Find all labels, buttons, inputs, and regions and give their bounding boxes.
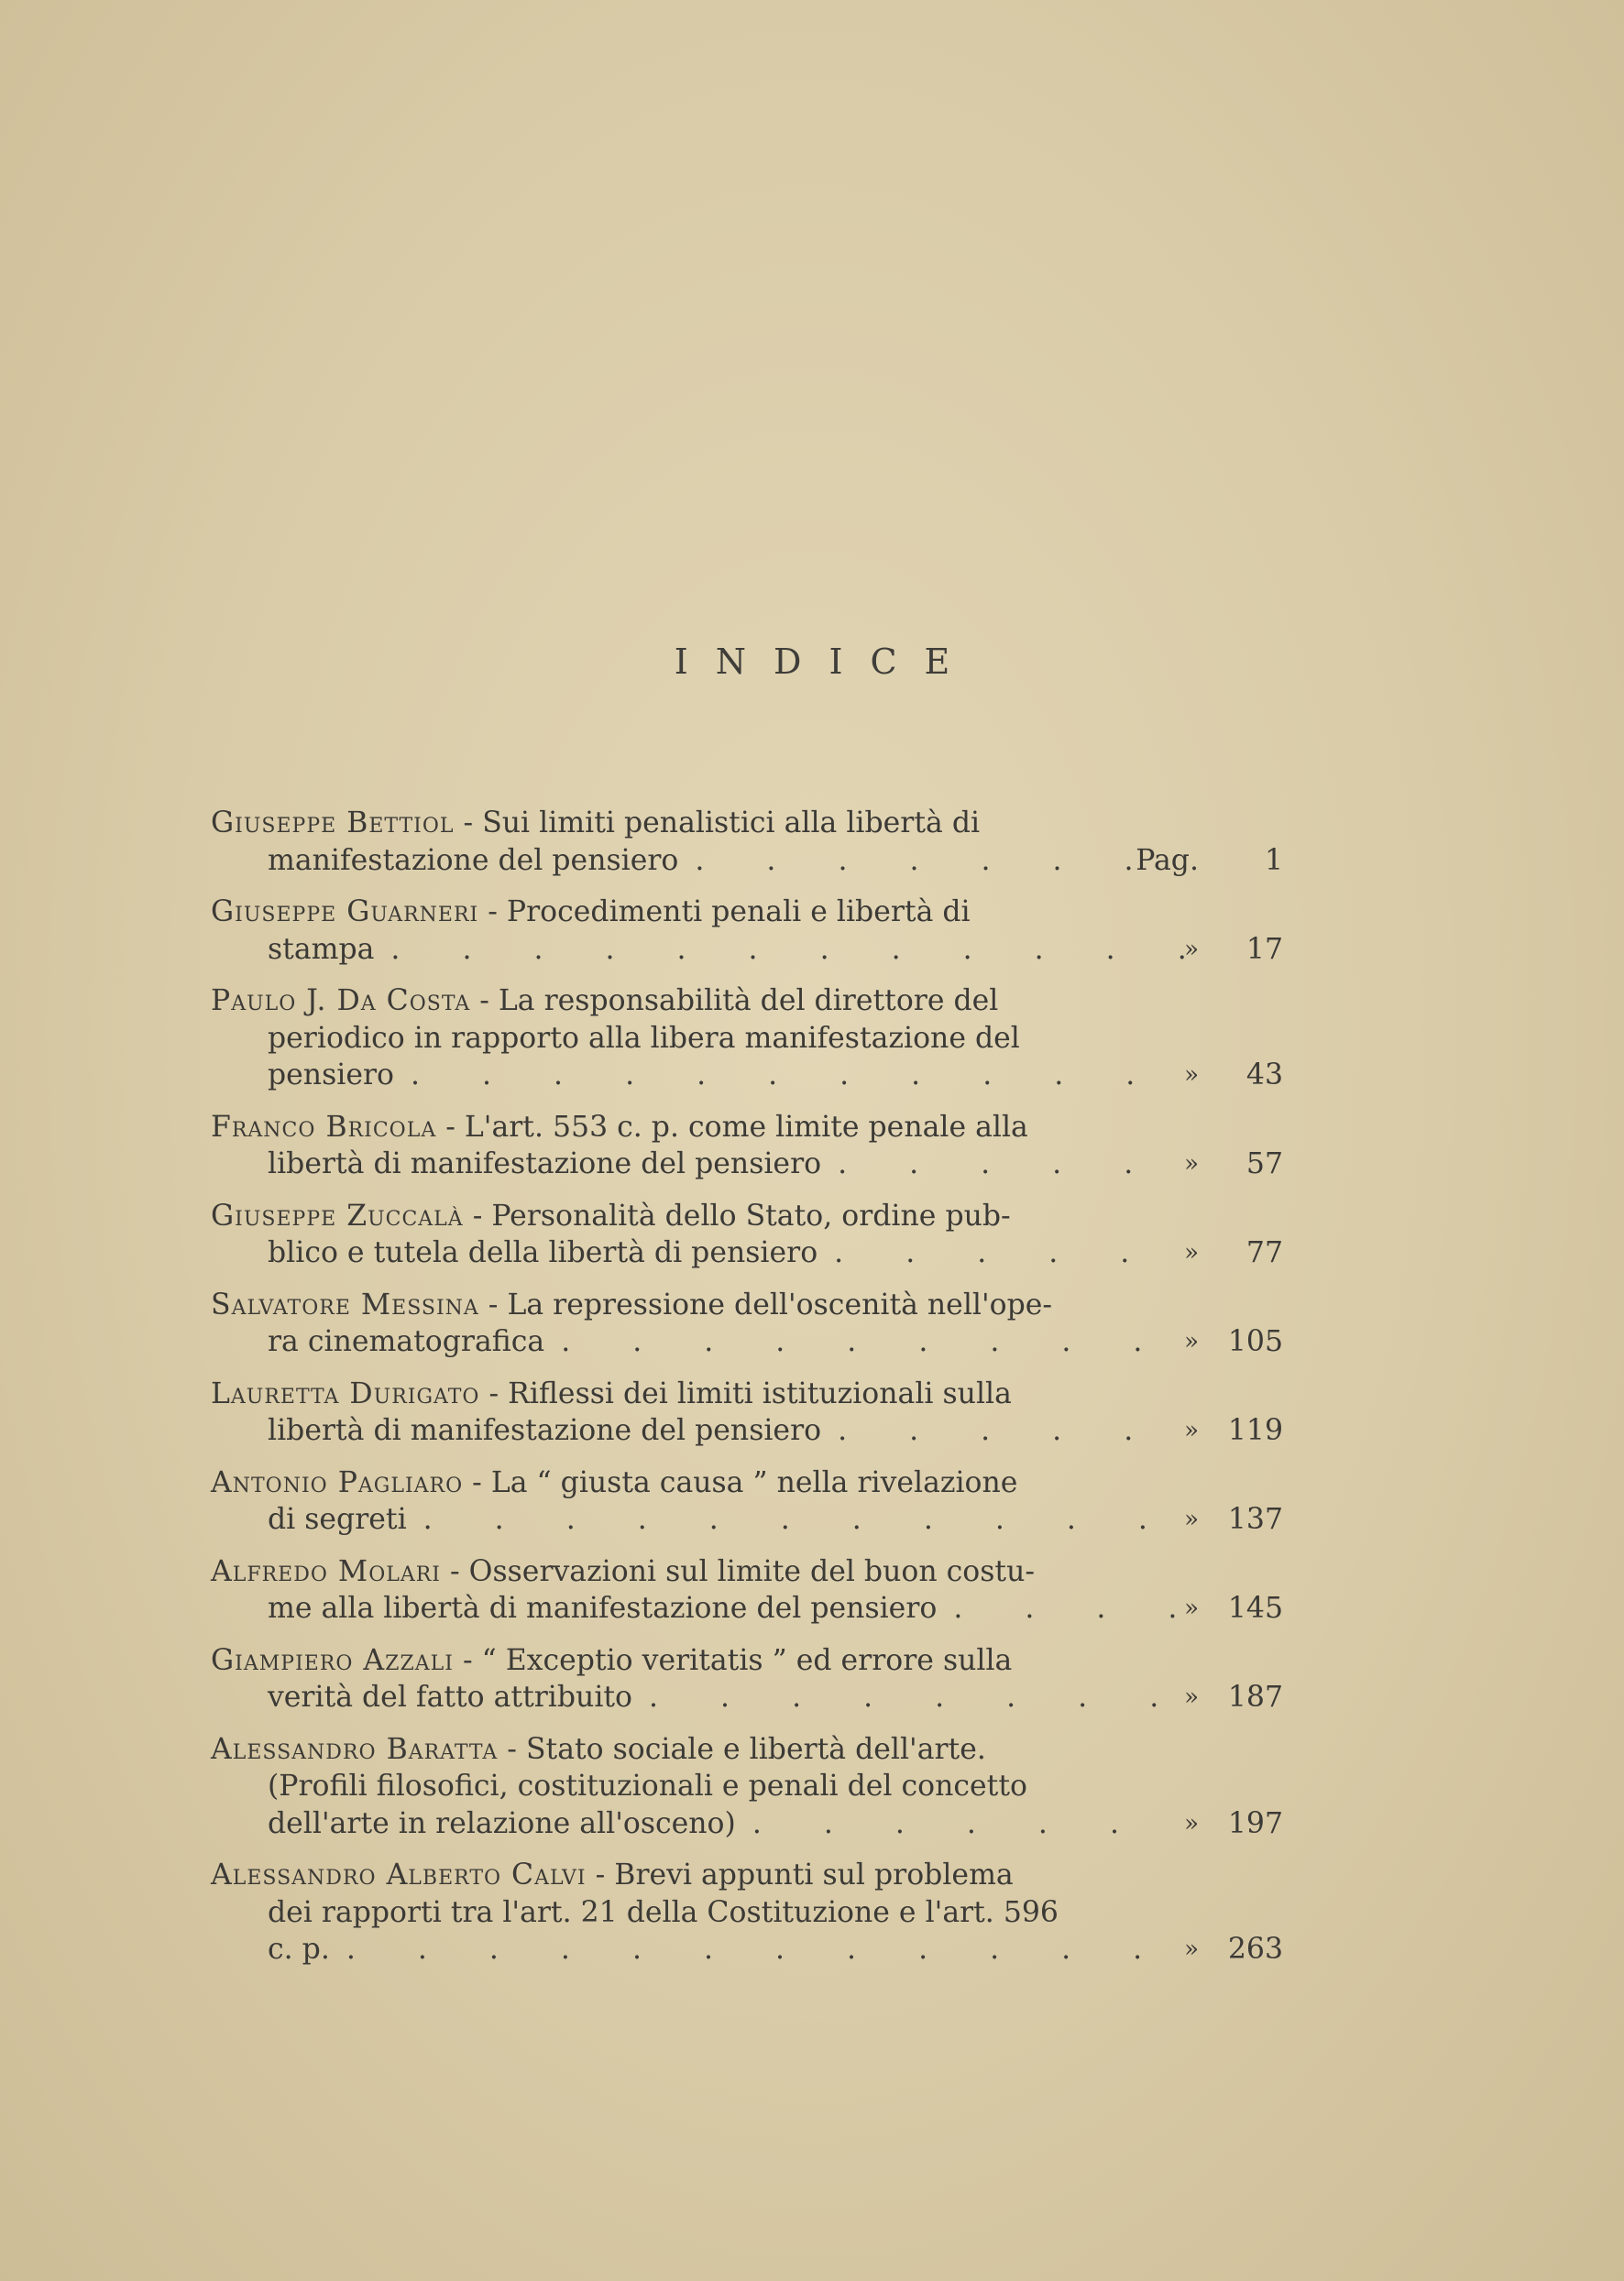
toc-author: Giuseppe Zuccalà <box>211 1199 464 1233</box>
toc-entry: Alessandro Baratta - Stato sociale e libertà dell'arte. (Profili filosofici, costituzionali e penali del concetto dell'arte in relazione all'osceno) . . . » 197 <box>211 1731 1283 1843</box>
toc-page-label: » <box>1184 1150 1199 1178</box>
toc-page-label: » <box>1184 1239 1199 1267</box>
toc-title-line: dell'arte in relazione all'osceno) <box>268 1806 736 1840</box>
toc-page-label: » <box>1184 1683 1199 1711</box>
toc-title-line: Osservazioni sul limite del buon costu- <box>468 1554 1036 1588</box>
toc-entry: Paulo J. Da Costa - La responsabilità del direttore del periodico in rapporto alla libera manifestazione del pensiero . . . » 43 <box>211 982 1283 1094</box>
toc-title-line: Sui limiti penalistici alla libertà di <box>482 806 981 839</box>
dot-leader <box>649 1679 1184 1716</box>
toc-page-label: » <box>1184 1595 1199 1622</box>
toc-title-line: La responsabilità del direttore del <box>498 984 999 1017</box>
dot-leader <box>411 1057 1184 1094</box>
dot-leader <box>561 1323 1184 1361</box>
toc-author: Antonio Pagliaro <box>211 1465 464 1499</box>
toc-page-number: 77 <box>1245 1236 1283 1269</box>
toc-page-number: 137 <box>1227 1503 1283 1536</box>
toc-title-line: Procedimenti penali e libertà di <box>506 895 971 928</box>
toc-entry: Giuseppe Guarneri - Procedimenti penali e libertà di stampa . . . » 17 <box>211 894 1283 968</box>
toc-author: Giuseppe Guarneri <box>211 895 479 928</box>
toc-page-number: 1 <box>1264 843 1283 877</box>
toc-title-line: La “ giusta causa ” nella rivelazione <box>490 1465 1018 1499</box>
toc-entry: Salvatore Messina - La repressione dell'oscenità nell'ope- ra cinematografica . . . » 105 <box>211 1287 1283 1361</box>
toc-page-number: 105 <box>1227 1325 1283 1358</box>
toc-page-label: » <box>1184 1936 1199 1963</box>
toc-title-line: Personalità dello Stato, ordine pub- <box>491 1199 1011 1233</box>
toc-page-label: » <box>1184 935 1199 963</box>
toc-page-number: 145 <box>1227 1592 1283 1625</box>
toc-author: Alessandro Baratta <box>211 1732 499 1766</box>
dot-leader <box>390 931 1184 969</box>
toc-title-line: Brevi appunti sul problema <box>614 1859 1014 1892</box>
page-title: INDICE <box>674 642 978 682</box>
toc-title-line: pensiero <box>268 1058 394 1091</box>
toc-author: Lauretta Durigato <box>211 1376 480 1410</box>
toc-entry: Giuseppe Zuccalà - Personalità dello Stato, ordine pub- blico e tutela della libertà di pensiero . . . » 77 <box>211 1198 1283 1272</box>
toc-page-number: 263 <box>1227 1933 1283 1966</box>
toc-page-label: » <box>1184 1417 1199 1444</box>
toc-page-number: 57 <box>1245 1147 1283 1180</box>
toc-author: Giampiero Azzali <box>211 1643 454 1677</box>
dot-leader <box>695 842 1184 880</box>
toc-entry: Alessandro Alberto Calvi - Brevi appunti sul problema dei rapporti tra l'art. 21 della Costituzione e l'art. 596 c. p. . . . » 263 <box>211 1857 1283 1968</box>
toc-title-line: dei rapporti tra l'art. 21 della Costituzione e l'art. 596 <box>268 1895 1059 1929</box>
toc-title-line: libertà di manifestazione del pensiero <box>268 1147 822 1180</box>
toc-entry: Lauretta Durigato - Riflessi dei limiti istituzionali sulla libertà di manifestazione del pensiero . . . » 119 <box>211 1376 1283 1450</box>
toc-title-line: libertà di manifestazione del pensiero <box>268 1414 822 1447</box>
toc-title-line: periodico in rapporto alla libera manifestazione del <box>268 1021 1020 1055</box>
toc-title-line: “ Exceptio veritatis ” ed errore sulla <box>481 1643 1013 1677</box>
toc-entry: Giuseppe Bettiol - Sui limiti penalistici alla libertà di manifestazione del pensiero . . . Pag. 1 <box>211 805 1283 879</box>
toc-title-line: blico e tutela della libertà di pensiero <box>268 1236 818 1269</box>
toc-entry: Giampiero Azzali - “ Exceptio veritatis ” ed errore sulla verità del fatto attribuito . . . » 187 <box>211 1642 1283 1716</box>
toc-page-label: Pag. <box>1136 843 1199 877</box>
toc-entry: Franco Bricola - L'art. 553 c. p. come limite penale alla libertà di manifestazione del pensiero . . . » 57 <box>211 1109 1283 1183</box>
toc-title-line: verità del fatto attribuito <box>268 1681 633 1714</box>
toc-page-number: 197 <box>1227 1806 1283 1840</box>
toc-author: Alessandro Alberto Calvi <box>211 1859 587 1892</box>
dot-leader <box>423 1501 1184 1539</box>
toc-page-number: 187 <box>1227 1681 1283 1714</box>
toc-page-number: 17 <box>1245 932 1283 966</box>
toc-title-line: stampa <box>268 932 375 966</box>
toc-page-label: » <box>1184 1061 1199 1089</box>
toc-page-label: » <box>1184 1328 1199 1355</box>
toc-title-line: L'art. 553 c. p. come limite penale alla <box>464 1110 1028 1144</box>
toc-page-label: » <box>1184 1506 1199 1533</box>
table-of-contents <box>211 805 1283 1983</box>
toc-entry: Antonio Pagliaro - La “ giusta causa ” nella rivelazione di segreti . . . » 137 <box>211 1464 1283 1539</box>
toc-author: Franco Bricola <box>211 1110 437 1144</box>
toc-title-line: Stato sociale e libertà dell'arte. <box>525 1732 986 1766</box>
toc-title-line: ra cinematografica <box>268 1325 545 1358</box>
dot-leader <box>346 1931 1184 1968</box>
toc-title-line: Riflessi dei limiti istituzionali sulla <box>508 1376 1012 1410</box>
toc-page-label: » <box>1184 1809 1199 1837</box>
toc-title-line: (Profili filosofici, costituzionali e penali del concetto <box>268 1770 1027 1803</box>
toc-entry: Alfredo Molari - Osservazioni sul limite del buon costu- me alla libertà di manifestazione del pensiero . . . » 145 <box>211 1553 1283 1628</box>
toc-page-number: 43 <box>1245 1058 1283 1091</box>
toc-author: Giuseppe Bettiol <box>211 806 455 839</box>
toc-title-line: c. p. <box>268 1933 330 1966</box>
toc-author: Paulo J. Da Costa <box>211 984 471 1017</box>
toc-title-line: me alla libertà di manifestazione del pensiero <box>268 1592 938 1625</box>
toc-title-line: La repressione dell'oscenità nell'ope- <box>507 1288 1053 1321</box>
toc-page-number: 119 <box>1227 1414 1283 1447</box>
toc-title-line: manifestazione del pensiero <box>268 843 679 877</box>
toc-author: Alfredo Molari <box>211 1554 441 1588</box>
toc-title-line: di segreti <box>268 1503 407 1536</box>
toc-author: Salvatore Messina <box>211 1288 479 1321</box>
